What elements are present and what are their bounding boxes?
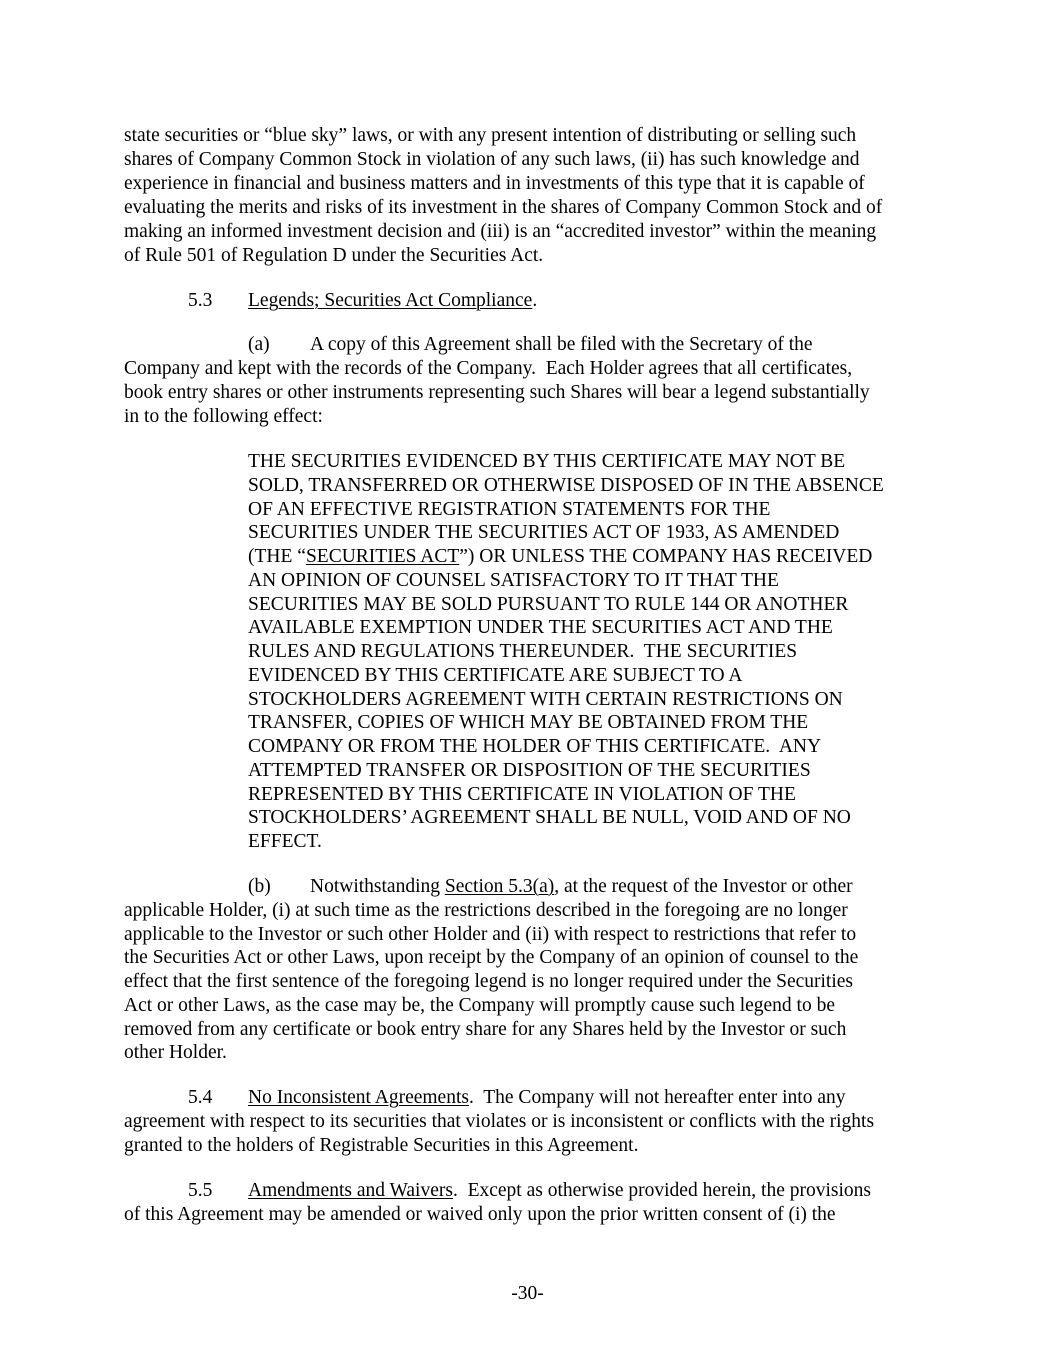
page-number: -30- (511, 1283, 544, 1304)
defined-term: SECURITIES ACT (305, 546, 460, 567)
section-5-4-line: agreement with respect to its securities that violates or is inconsistent or conflicts with the rights (124, 1111, 875, 1132)
subsection-a-first-line: A copy of this Agreement shall be filed with the Secretary of the (310, 334, 813, 355)
subsection-b-line: other Holder. (124, 1042, 227, 1063)
section-heading: Legends; Securities Act Compliance (248, 290, 533, 311)
subsection-b-line: Act or other Laws, as the case may be, the Company will promptly cause such legend to be (124, 995, 836, 1016)
b-suffix: , at the request of the Investor or other (554, 876, 853, 897)
legend-line: ATTEMPTED TRANSFER OR DISPOSITION OF THE SECURITIES (248, 760, 811, 781)
intro-line: state securities or “blue sky” laws, or with any present intention of distributing or selling such (124, 125, 857, 146)
section-5-5-line: of this Agreement may be amended or waived only upon the prior written consent of (i) the (124, 1204, 836, 1225)
heading-period: . (532, 290, 538, 311)
legend-line: STOCKHOLDERS AGREEMENT WITH CERTAIN RESTRICTIONS ON (248, 689, 843, 710)
section-heading: No Inconsistent Agreements (248, 1087, 469, 1108)
subsection-b-line: applicable to the Investor or such other Holder and (ii) with respect to restrictions that refer to (124, 924, 857, 945)
legend-prefix: (THE “ (248, 546, 306, 567)
legend-line-defined-term (248, 545, 872, 569)
legend-line: AVAILABLE EXEMPTION UNDER THE SECURITIES ACT AND THE (248, 617, 833, 638)
section-number: 5.4 (188, 1087, 213, 1108)
intro-line: evaluating the merits and risks of its investment in the shares of Company Common Stock and of (124, 197, 883, 218)
legend-line: TRANSFER, COPIES OF WHICH MAY BE OBTAINED FROM THE (248, 712, 809, 733)
section-5-4-first-suffix: . The Company will not hereafter enter into any (468, 1087, 846, 1108)
intro-line: shares of Company Common Stock in violation of any such laws, (ii) has such knowledge and (124, 149, 860, 170)
intro-line: making an informed investment decision and (iii) is an “accredited investor” within the meaning (124, 221, 877, 242)
legend-line: SECURITIES MAY BE SOLD PURSUANT TO RULE 144 OR ANOTHER (248, 594, 849, 615)
subsection-b-line: removed from any certificate or book entry share for any Shares held by the Investor or such (124, 1019, 847, 1040)
section-reference: Section 5.3(a) (444, 876, 555, 897)
subsection-b-line: effect that the first sentence of the foregoing legend is no longer required under the Securities (124, 971, 854, 992)
subsection-a-line: in to the following effect: (124, 406, 323, 427)
subsection-b-line: applicable Holder, (i) at such time as the restrictions described in the foregoing are no longer (124, 900, 848, 921)
section-number: 5.5 (188, 1180, 213, 1201)
subsection-a-line: Company and kept with the records of the Company. Each Holder agrees that all certificates, (124, 358, 853, 379)
intro-line: of Rule 501 of Regulation D under the Securities Act. (124, 245, 544, 266)
subsection-b-first-line (310, 875, 853, 899)
section-5-5-first-suffix: . Except as otherwise provided herein, the provisions (452, 1180, 872, 1201)
section-heading-text (248, 289, 537, 313)
intro-line: experience in financial and business matters and in investments of this type that it is capable of (124, 173, 865, 194)
section-5-5-first-line (248, 1179, 871, 1203)
legend-line: REPRESENTED BY THIS CERTIFICATE IN VIOLATION OF THE (248, 784, 796, 805)
legend-line: EVIDENCED BY THIS CERTIFICATE ARE SUBJECT TO A (248, 665, 743, 686)
legend-line: STOCKHOLDERS’ AGREEMENT SHALL BE NULL, VOID AND OF NO (248, 807, 851, 828)
subsection-label: (b) (248, 876, 271, 897)
section-5-4-first-line (248, 1086, 846, 1110)
legend-line: SECURITIES UNDER THE SECURITIES ACT OF 1933, AS AMENDED (248, 522, 840, 543)
subsection-b-line: the Securities Act or other Laws, upon receipt by the Company of an opinion of counsel to the (124, 947, 859, 968)
section-heading: Amendments and Waivers (248, 1180, 453, 1201)
legend-line: THE SECURITIES EVIDENCED BY THIS CERTIFICATE MAY NOT BE (248, 451, 846, 472)
b-prefix: Notwithstanding (310, 876, 445, 897)
legend-line: OF AN EFFECTIVE REGISTRATION STATEMENTS FOR THE (248, 499, 771, 520)
subsection-label: (a) (248, 334, 270, 355)
legend-line: RULES AND REGULATIONS THEREUNDER. THE SECURITIES (248, 641, 798, 662)
legend-line: COMPANY OR FROM THE HOLDER OF THIS CERTIFICATE. ANY (248, 736, 822, 757)
subsection-a-line: book entry shares or other instruments representing such Shares will bear a legend substantially (124, 382, 870, 403)
legend-line: SOLD, TRANSFERRED OR OTHERWISE DISPOSED OF IN THE ABSENCE (248, 475, 884, 496)
section-number: 5.3 (188, 290, 213, 311)
legend-suffix: ”) OR UNLESS THE COMPANY HAS RECEIVED (459, 546, 873, 567)
section-5-4-line: granted to the holders of Registrable Securities in this Agreement. (124, 1135, 639, 1156)
legend-line: AN OPINION OF COUNSEL SATISFACTORY TO IT THAT THE (248, 570, 779, 591)
legend-line: EFFECT. (248, 831, 322, 852)
